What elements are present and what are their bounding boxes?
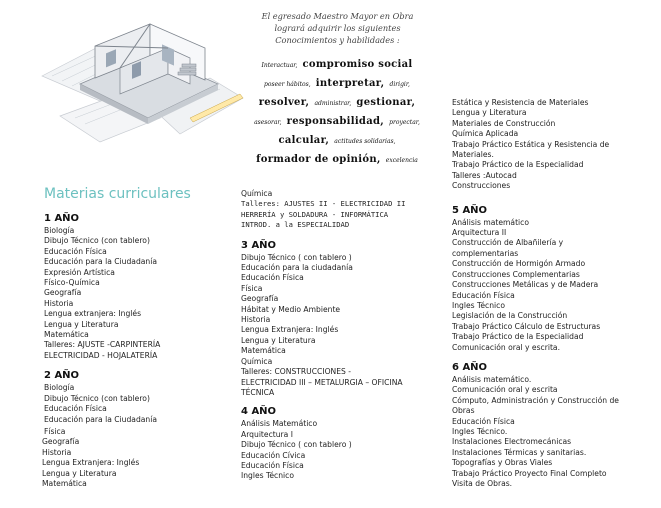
subject-item: Construcción de Albañilería y [452,238,564,248]
subject-item: Arquitectura I [241,429,293,439]
subject-item: Geografía [44,288,82,298]
subject-item: Matemática [44,330,89,340]
year-3-title: 3 AÑO [241,239,277,251]
subject-item: Química [241,356,273,366]
subject-item: Análisis matemático [452,217,529,227]
subject-item: Ingles Técnico. [452,426,508,436]
skill-word: proyectar, [389,119,420,126]
subject-item: Lengua y Literatura [42,468,117,478]
subject-item: Educación Física [241,273,304,283]
subject-item: Análisis Matemático [241,419,318,429]
subject-item: Educación Física [44,404,107,414]
subject-item: Trabajo Práctico de la Especialidad [452,332,584,342]
subject-list-year-4 [241,419,405,481]
skill-word: gestionar, [356,97,416,108]
subject-list-year-4-cont [452,98,619,192]
skill-word: resolver, [258,97,310,108]
year-5-title: 5 AÑO [452,204,488,216]
workshops-line: INTROD. a la ESPECIALIDAD [241,220,350,230]
house-model-illustration [40,6,245,146]
workshops-line: Talleres: CONSTRUCCIONES - [241,367,352,377]
subject-item: Matemática [241,346,286,356]
column-3 [452,98,619,489]
subject-item: Ingles Técnico [452,300,505,310]
column-2 [241,189,405,482]
skill-word: compromiso social [302,59,413,70]
subject-item: Lengua extranjera: Inglés [44,309,142,319]
subject-item: Lengua y Literatura [44,319,119,329]
subject-item: Trabajo Práctico de la Especialidad [452,160,584,170]
skill-word: formador de opinión, [256,154,381,165]
subject-item: Instalaciones Térmicas y sanitarias. [452,447,587,457]
subject-item: Visita de Obras. [452,479,513,488]
subject-item: Biología [44,383,75,393]
subject-item: Lengua Extranjera: Inglés [42,458,140,468]
skill-word: poseer hábitos, [264,81,311,88]
year-6-title: 6 AÑO [452,361,488,373]
workshops-line: Construcciones [452,181,511,191]
subject-item: Matemática [42,478,87,488]
subject-item: Trabajo Práctico Cálculo de Estructuras [452,321,601,331]
subject-item: Historia [241,315,271,325]
skill-word: administrar, [314,100,352,107]
subject-item: Topografías y Obras Viales [452,458,553,468]
subject-item: Construcciones Metálicas y de Madera [452,280,599,290]
skill-word: asesorar, [254,119,282,126]
subject-item: Educación Física [452,290,515,300]
subject-item: Construcciones Complementarias [452,269,580,279]
subject-list-year-2 [44,383,160,489]
workshops-line: Talleres: AJUSTE -CARPINTERÍA [44,340,161,350]
subject-item: Comunicación oral y escrita [452,385,558,395]
subject-item: Trabajo Práctico Proyecto Final Completo [452,468,607,478]
subject-list-year-5 [452,218,619,353]
subject-item: Física [241,283,263,293]
subject-item: Educación para la Ciudadanía [44,414,158,424]
skill-word: interpretar, [315,78,385,89]
subject-item: Lengua y Literatura [452,108,527,118]
subject-item: Educación Física [44,246,107,256]
subject-item: Materiales. [452,150,494,160]
workshops-line: ELECTRICIDAD III – METALURGIA – OFICINA [241,377,403,387]
skill-word: responsabilidad, [286,116,385,127]
subject-item: Cómputo, Administración y Construcción de [452,395,619,405]
skill-word: actitudes solidarias, [334,138,396,145]
section-title: Materias curriculares [44,186,191,202]
subject-item: Geografía [241,294,279,304]
skill-word: Interactuar, [261,62,298,69]
subject-item: Física [44,426,66,436]
subject-item: Historia [42,447,72,457]
skill-word: excelencia [385,157,418,164]
subject-item: Comunicación oral y escrita. [452,342,560,352]
subject-item: Arquitectura II [452,228,507,238]
subject-item: Expresión Artística [44,267,115,277]
subject-item: Historia [44,298,74,308]
skills-word-art [237,54,437,168]
intro-line-2: logrará adquirir los siguientes [274,23,401,33]
subject-item: Educación Cívica [241,450,306,460]
subject-item: Educación para la ciudadanía [241,263,353,273]
subject-item: Dibujo Técnico (con tablero) [44,236,150,246]
subject-item: Química Aplicada [452,129,519,139]
subject-item: Ingles Técnico [241,471,294,481]
subject-item: Geografía [42,437,80,447]
subject-item: Química [241,189,273,198]
year-4-title: 4 AÑO [241,406,277,418]
subject-list-year-1 [44,226,160,361]
workshops-line: Talleres: AJUSTES II - ELECTRICIDAD II [241,199,406,209]
subject-item: Lengua y Literatura [241,335,316,345]
workshops-line: ELECTRICIDAD - HOJALATERÍA [44,350,158,360]
subject-item: Educación para la Ciudadanía [44,257,158,267]
subject-item: Educación Física [241,460,304,470]
intro-line-1: El egresado Maestro Mayor en Obra [261,11,414,21]
subject-item: Estática y Resistencia de Materiales [452,98,589,107]
skill-word: dirigir, [389,81,410,88]
subject-item: Dibujo Técnico ( con tablero ) [241,440,352,450]
year-2-title: 2 AÑO [44,370,80,382]
subject-item: Obras [452,406,475,416]
subject-item: Materiales de Construcción [452,118,556,128]
subject-item: Legislación de la Construcción [452,311,568,321]
subject-list-year-3 [241,253,405,399]
column-1 [44,212,160,489]
subject-item: Dibujo Técnico (con tablero) [44,393,150,403]
subject-item: Trabajo Práctico Estática y Resistencia de [452,139,610,149]
subject-item: Físico-Química [44,278,100,288]
subject-item: complementarias [452,248,519,258]
year-1-title: 1 AÑO [44,213,80,224]
intro-line-3: Conocimientos y habilidades : [275,35,400,45]
graduate-intro [240,10,435,46]
subject-item: Instalaciones Electromecánicas [452,437,572,447]
subject-item: Dibujo Técnico ( con tablero ) [241,252,352,262]
subject-list-year-6 [452,375,619,489]
subject-item: Educación Física [452,416,515,426]
subject-item: Hábitat y Medio Ambiente [241,304,341,314]
workshops-line: Talleres :Autocad [452,170,517,180]
subject-item: Construcción de Hormigón Armado [452,259,586,269]
subject-item: Lengua Extranjera: Inglés [241,325,339,335]
subject-item: Análisis matemático. [452,374,532,384]
subject-item: Biología [44,226,75,235]
workshops-line: TÉCNICA [241,387,275,397]
skill-word: calcular, [278,135,330,146]
workshops-line: HERRERÍA y SOLDADURA - INFORMÁTICA [241,209,389,219]
